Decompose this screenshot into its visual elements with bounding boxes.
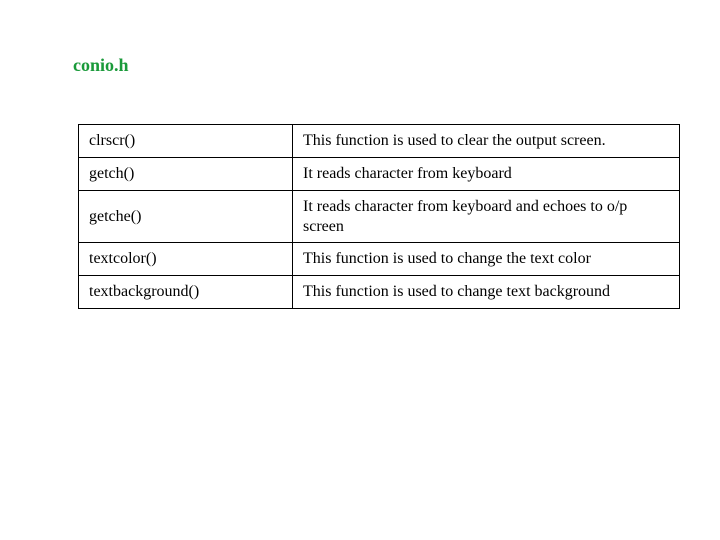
- function-name-cell: getch(): [79, 158, 293, 191]
- table-row: [79, 243, 680, 276]
- table-row: [79, 125, 680, 158]
- function-description-cell: It reads character from keyboard and echoes to o/p screen: [293, 191, 680, 243]
- function-name-cell: clrscr(): [79, 125, 293, 158]
- table-row: [79, 191, 680, 243]
- function-name-cell: textbackground(): [79, 276, 293, 309]
- function-name-cell: getche(): [79, 191, 293, 243]
- function-description-cell: This function is used to change the text color: [293, 243, 680, 276]
- page-title: conio.h: [73, 55, 129, 75]
- function-description-cell: This function is used to clear the output screen.: [293, 125, 680, 158]
- function-description-cell: It reads character from keyboard: [293, 158, 680, 191]
- function-table: [78, 124, 680, 309]
- function-name-cell: textcolor(): [79, 243, 293, 276]
- table-row: [79, 276, 680, 309]
- table-row: [79, 158, 680, 191]
- function-description-cell: This function is used to change text background: [293, 276, 680, 309]
